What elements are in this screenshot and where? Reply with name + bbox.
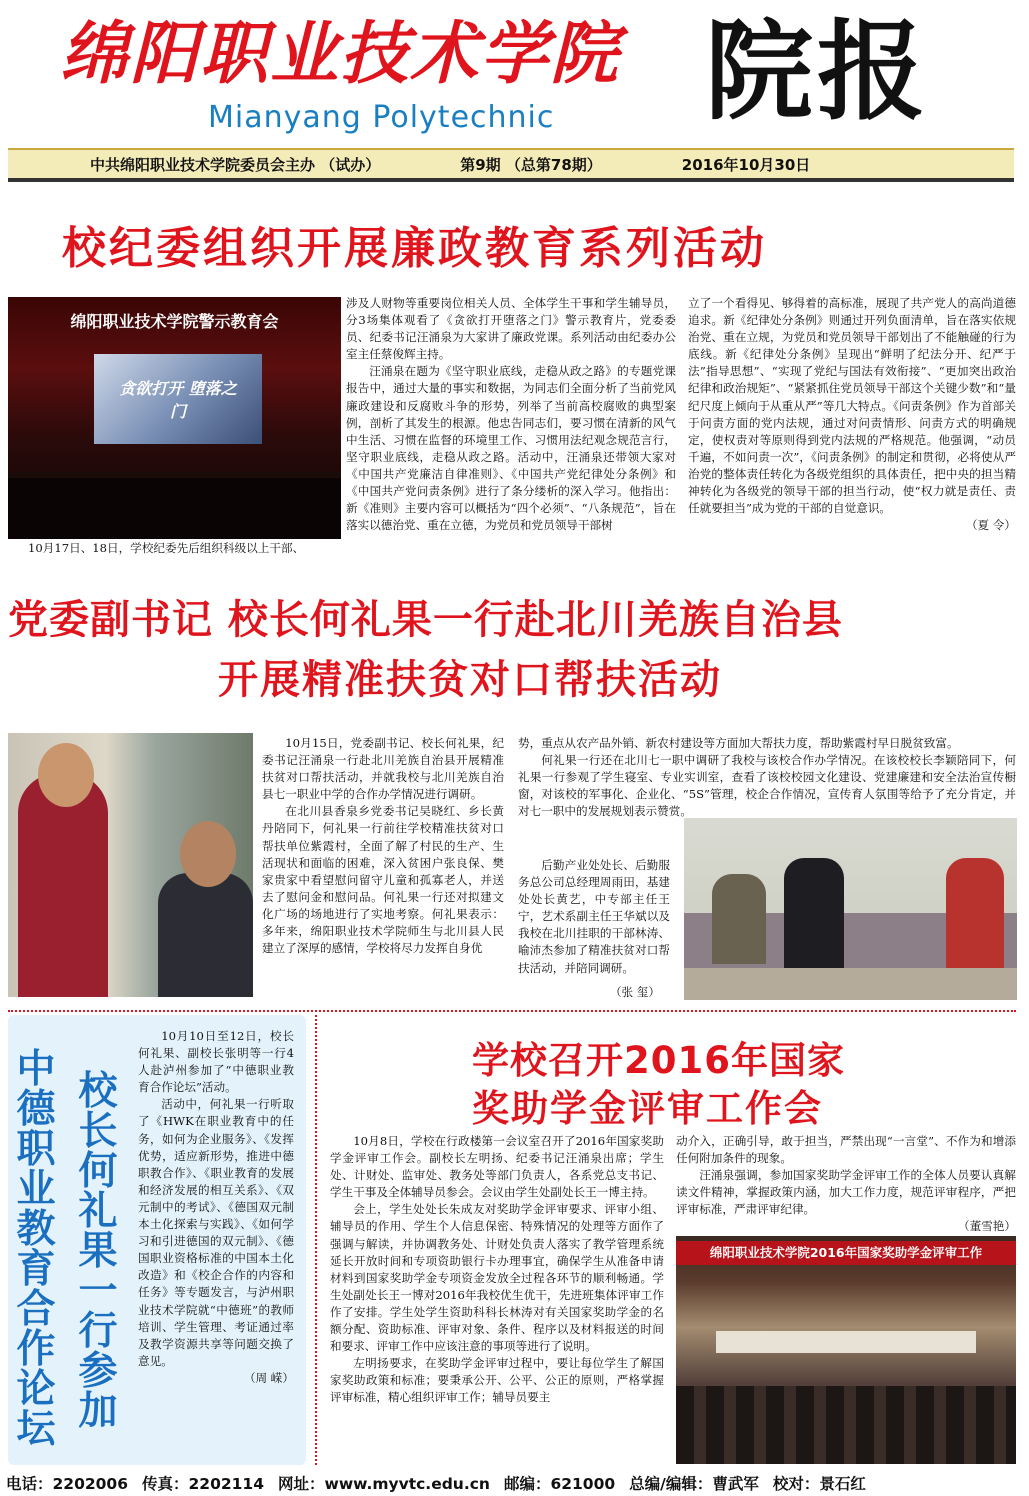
article1-headline: 校纪委组织开展廉政教育系列活动 [62, 223, 767, 274]
sidebar-text [138, 1028, 294, 1460]
article3-headline-line2: 奖助学金评审工作会 [472, 1087, 823, 1130]
article2-photo1 [8, 733, 253, 997]
photo-screen [94, 354, 262, 444]
paragraph: 10月15日，党委副书记、校长何礼果，纪委书记汪涌泉一行赴北川羌族自治县开展精准扶贫对口帮扶活动，并就我校与北川羌族自治县七一职业中学的合作办学情况进行调研。 [262, 736, 504, 802]
sidebar-vertical-title2: 校长何礼果一行参加 [78, 1069, 118, 1434]
paragraph: 在北川县香泉乡党委书记吴晓红、乡长黄丹陪同下，何礼果一行前往学校精准扶贫对口帮扶单位紫霞村，全面了解了村民的生产、生活现状和面临的困难，深入贫困户张良保、樊家贵家中看望慰问留守儿童和孤寡老人，并送去了慰问金和慰问品。何礼果一行还对拟建文化广场的场地进行了实地考察。何礼果表示：多年来，绵阳职业技术学院师生与北川县人民建立了深厚的感情，学校将尽力发挥自身优 [262, 804, 504, 956]
footer-proofreader: 校对：景石红 [772, 1475, 866, 1493]
column-divider [315, 1015, 317, 1465]
issue-date: 2016年10月30日 [681, 155, 811, 174]
photo-banner: 绵阳职业技术学院警示教育会 [70, 312, 279, 331]
issue-number: 第9期 （总第78期） [460, 155, 602, 174]
article2-headline-line2: 开展精准扶贫对口帮扶活动 [218, 657, 722, 703]
paragraph: 涉及人财物等重要岗位相关人员、全体学生干事和学生辅导员，分3场集体观看了《贪欲打开堕落之门》警示教育片，党委委员、纪委书记汪涌泉为大家讲了廉政党课。系列活动由纪委办公室主任蔡俊辉主持。 [346, 296, 676, 362]
footer-editor: 总编/编辑：曹武军 [629, 1475, 759, 1493]
person3 [946, 858, 1004, 968]
footer-phone: 电话：2202006 [6, 1475, 128, 1493]
school-logo-en: Mianyang Polytechnic [208, 100, 555, 135]
article1-column1 [346, 295, 676, 585]
meeting-table [716, 1331, 976, 1353]
person-left-head [38, 743, 94, 807]
paragraph: 势，重点从农产品外销、新农村建设等方面加大帮扶力度，帮助紫霞村早日脱贫致富。 [518, 736, 959, 750]
audience-silhouette [8, 472, 341, 539]
paragraph: 左明扬要求，在奖助学金评审过程中，要让每位学生了解国家奖助政策和标准；要秉承公开、公平、公正的原则，严格掌握评审标准，精心组织评审工作；辅导员要主 [330, 1356, 664, 1405]
paragraph: 动介入，正确引导，敢于担当，严禁出现“一言堂”、不作为和增添任何附加条件的现象。 [676, 1134, 1016, 1166]
school-logo-cn: 绵阳职业技术学院 [60, 14, 621, 94]
article1-caption: 10月17日、18日，学校纪委先后组织科级以上干部、 [28, 541, 305, 555]
attendees [676, 1386, 1016, 1464]
paragraph: 汪涌泉强调，参加国家奖助学金评审工作的全体人员要认真解读文件精神，掌握政策内涵，加大工作力度，规范评审程序，严把评审标准，严肃评审纪律。 [676, 1168, 1016, 1217]
footer-postcode: 邮编：621000 [503, 1475, 616, 1493]
paragraph: 何礼果一行还在北川七一职中调研了我校与该校合作办学情况。在该校校长李颖陪同下，何礼果一行参观了学生寝室、专业实训室，查看了该校校园文化建设、党建廉建和安全法治宣传橱窗，对该校的军事化、企业化、“5S”管理，校企合作情况，宣传育人氛围等给予了充分肯定，并对七一职中的发展规划表示赞赏。 [518, 753, 1016, 819]
article-author: （董雪艳） [958, 1219, 1016, 1234]
photo-banner: 绵阳职业技术学院2016年国家奖助学金评审工作 [676, 1241, 1016, 1265]
article1-column2 [688, 295, 1016, 585]
sponsor-text: 中共绵阳职业技术学院委员会主办 （试办） [90, 155, 381, 174]
article2-headline-line1: 党委副书记 校长何礼果一行赴北川羌族自治县 [8, 597, 843, 643]
article3-column2 [676, 1133, 1016, 1234]
paragraph: 10月8日，学校在行政楼第一会议室召开了2016年国家奖助学金评审工作会。副校长左明扬、纪委书记汪涌泉出席；学生处、计财处、监审处、教务处等部门负责人，各系党总支书记、学生干事及全体辅导员参会。会议由学生处副处长王一博主持。 [330, 1134, 664, 1200]
paragraph: 后勤产业处处长、后勤服务总公司总经理周雨田，基建处处长黄艺，中专部主任王宁，艺术系副主任王华斌以及我校在北川挂职的干部林涛、喻沛杰参加了精准扶贫对口帮扶活动，并陪同调研。 [518, 858, 670, 975]
screen-text: 贪欲打开 堕落之门 [119, 379, 237, 421]
paragraph: 立了一个看得见、够得着的高标准，展现了共产党人的高尚道德追求。新《纪律处分条例》则通过开列负面清单，旨在落实依规治党、重在立规，为党员和党员领导干部划出了不能触碰的行为底线。新《纪律处分条例》呈现出“鲜明了纪法分开、纪严于法”指导思想”、“实现了党纪与国法有效衔接”、“更加突出政治纪律和政治规矩”、“紧紧抓住党员领导干部这个关键少数”和“量纪尺度上倾向于从重从严”等几大特点。《问责条例》作为首部关于问责方面的党内法规，通过对问责情形、问责方式的明确规定，使权责对等原则得到党内法规的严格规范。他强调，“动员千遍，不如问责一次”，《问责条例》的制定和贯彻，必将使从严治党的整体责任转化为各级党组织的具体责任，把中央的担当精神转化为各级党的领导干部的担当行动，使“权力就是责任、责任就要担当”成为党的干部的自觉意识。 [688, 296, 1016, 516]
article2-author: （张 玺） [609, 985, 660, 999]
paragraph: 活动中，何礼果一行听取了《HWK在职业教育中的任务，如何为企业服务》、《发挥优势，适应新形势，推进中德职教合作》、《职业教育的发展和经济发展的相互关系》、《双元制中的考试》、《德国双元制本土化探索与实践》、《如何学习和引进德国的双元制》、《德国职业资格标准的中国本土化改造》和《校企合作的内容和任务》等专题发言，与泸州职业技术学院就“中德班”的教师培训、学生管理、考证通过率及教学资源共享等问题交换了意见。 [138, 1097, 294, 1368]
section-divider [8, 1010, 1016, 1012]
paragraph: 汪涌泉在题为《坚守职业底线，走稳从政之路》的专题党课报告中，通过大量的事实和数据，为同志们全面分析了当前党风廉政建设和反腐败斗争的形势，列举了当前高校腐败的典型案例，剖析了其发生的根源。他忠告同志们，要习惯在清新的风气中生活、习惯在监督的环境里工作、习惯用法纪观念规范言行，坚守职业底线，走稳从政之路。活动中，汪涌泉还带领大家对《中国共产党廉洁自律准则》、《中国共产党纪律处分条例》和《中国共产党问责条例》进行了条分缕析的深入学习。他指出：新《准则》主要内容可以概括为“四个必须”、“八条规范”，旨在落实以德治党、重在立德，为党员和党员领导干部树 [346, 364, 676, 533]
footer-website[interactable]: 网址：www.myvtc.edu.cn [278, 1475, 490, 1493]
person2 [784, 858, 844, 968]
article2-column1 [262, 735, 504, 997]
issue-info-bar [8, 148, 1014, 182]
footer [0, 1470, 1029, 1496]
footer-fax: 传真：2202114 [142, 1475, 264, 1493]
paper-name: 院报 [705, 10, 930, 135]
person1 [712, 874, 766, 964]
floor [684, 968, 1017, 1000]
article3-headline-line1: 学校召开2016年国家 [472, 1039, 845, 1082]
article-author: （周 嵘） [243, 1370, 294, 1385]
article2-column2-bottom [518, 857, 670, 999]
article3-column1 [330, 1133, 664, 1463]
paragraph: 10月10日至12日，校长何礼果、副校长张明等一行4人赴泸州参加了“中德职业教育合作论坛”活动。 [138, 1029, 294, 1095]
article3-photo [676, 1236, 1016, 1464]
paragraph: 会上，学生处处长朱成友对奖助学金评审要求、评审小组、辅导员的作用、学生个人信息保密、特殊情况的处理等方面作了强调与解读，并协调教务处、计财处负责人落实了教学管理系统延长开放时间和专项资助银行卡办理事宜，确保学生从准备申请材料到国家奖助学金专项资金发放全过程各环节的顺利畅通。学生处副处长王一博对2016年我校优生优干，先进班集体评审工作作了安排。学生处学生资助科科长林涛对有关国家奖助学金的名额分配、资助标准、评审对象、条件、程序以及材料报送的时间和要求、评审工作中应该注意的事项等进行了说明。 [330, 1202, 664, 1354]
person-right-head [180, 821, 236, 887]
sidebar-vertical-title1: 中德职业教育合作论坛 [16, 1047, 56, 1452]
article-author: （夏 令） [965, 518, 1016, 533]
article2-photo2 [684, 818, 1017, 1000]
article1-photo [8, 297, 341, 533]
person-right [158, 873, 253, 997]
